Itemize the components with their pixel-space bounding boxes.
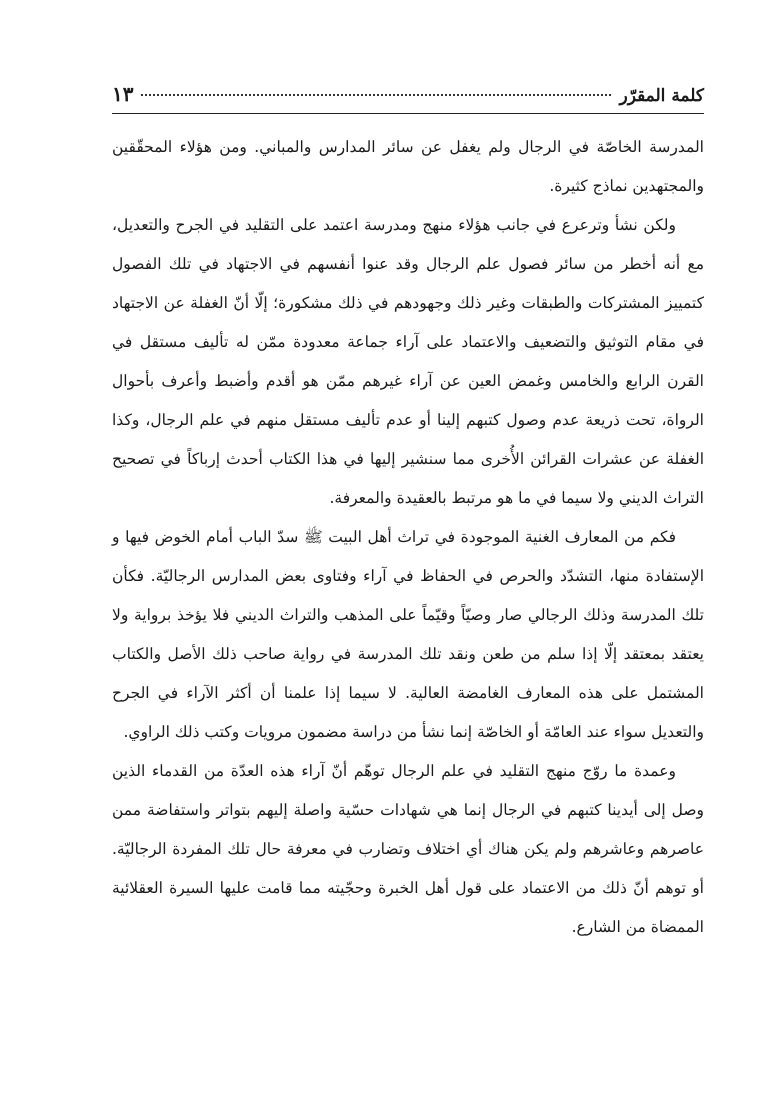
paragraph: ولكن نشأ وترعرع في جانب هؤلاء منهج ومدرسة اعتمد على التقليد في الجرح والتعديل، مع أنه أخطر من سائر فصول علم الرجال وقد عنوا أنفسهم في الاجتهاد في تلك الفصول كتمييز المشتركات والطبقات وغير ذلك وجهودهم في ذلك مشكورة؛ إلّا أنّ الغفلة عن الاجتهاد في مقام التوثيق والتضعيف والاعتماد على آراء جماعة معدودة ممّن له تأليف مستقل في القرن الرابع والخامس وغمض العين عن آراء غيرهم ممّن هو أقدم وأضبط وأعرف بأحوال الرواة، تحت ذريعة عدم وصول كتبهم إلينا أو عدم تأليف مستقل منهم في علم الرجال، وكذا الغفلة عن عشرات القرائن الأُخرى مما سنشير إليها في هذا الكتاب أحدث إرباكاً في تصحيح التراث الديني ولا سيما في ما هو مرتبط بالعقيدة والمعرفة.	[112, 216, 704, 507]
chapter-title: كلمة المقرّر	[619, 86, 704, 106]
paragraph-continuation: المدرسة الخاصّة في الرجال ولم يغفل عن سائر المدارس والمباني. ومن هؤلاء المحقّقين والمجتهدين نماذج كثيرة.	[112, 138, 704, 195]
running-header	[112, 82, 704, 112]
dot-leader	[141, 94, 611, 96]
header-rule	[112, 113, 704, 114]
page-number: ١٣	[112, 82, 134, 106]
paragraph: وعمدة ما روّج منهج التقليد في علم الرجال توهّم أنّ آراء هذه العدّة من القدماء الذين وصل إلى أيدينا كتبهم في الرجال إنما هي شهادات حسّية واصلة إليهم بتواتر واستفاضة ممن عاصرهم وعاشرهم ولم يكن هناك أي اختلاف وتضارب في معرفة حال تلك المفردة الرجاليّة. أو توهم أنّ ذلك من الاعتماد على قول أهل الخبرة وحجّيته مما قامت عليها السيرة العقلائية الممضاة من الشارع.	[112, 762, 704, 936]
body-text	[112, 128, 704, 947]
paragraph: فكم من المعارف الغنية الموجودة في تراث أهل البيت ﷺ سدّ الباب أمام الخوض فيها و الإستفادة منها، التشدّد والحرص في الحفاظ في آراء وفتاوى بعض المدارس الرجاليّة. فكأن تلك المدرسة وذلك الرجالي صار وصيّاً وقيّماً على المذهب والتراث الديني فلا يؤخذ برواية ولا يعتقد بمعتقد إلّا إذا سلم من طعن ونقد تلك المدرسة في رواية صاحب ذلك الأصل والكتاب المشتمل على هذه المعارف الغامضة العالية. لا سيما إذا علمنا أن أكثر الآراء في الجرح والتعديل سواء عند العامّة أو الخاصّة إنما نشأ من دراسة مضمون مرويات وكتب ذلك الراوي.	[112, 528, 704, 741]
